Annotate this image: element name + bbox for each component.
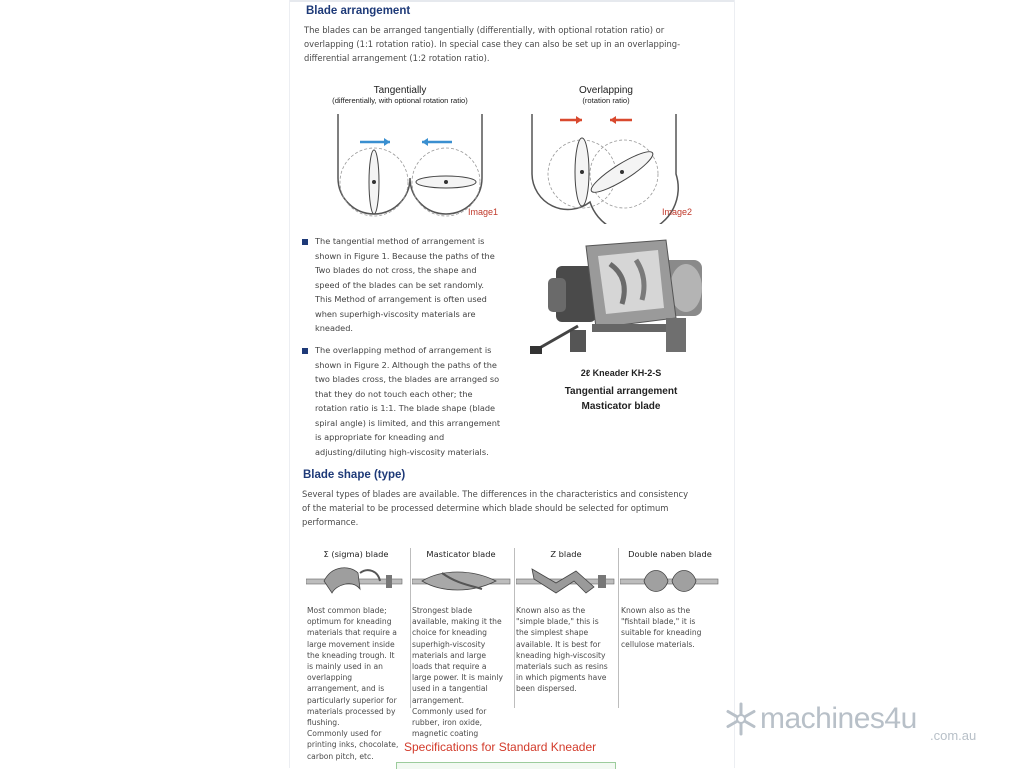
figure-2-title: Overlapping [579, 85, 633, 96]
figure-2-title-block [546, 85, 666, 105]
bullet-line: Two blades do not cross, the shape and [315, 265, 477, 275]
sigma-blade-image [306, 563, 406, 599]
sigma-blade-description [307, 605, 407, 762]
blade-type-masticator-title: Masticator blade [426, 549, 496, 559]
double-naben-blade-description [621, 605, 721, 650]
desc-line: materials that require a [307, 628, 397, 638]
watermark-suffix: .com.au [930, 728, 977, 743]
desc-line: magnetic coating [412, 729, 479, 739]
bullet-line: The overlapping method of arrangement is [315, 345, 492, 355]
specifications-heading: Specifications for Standard Kneader [404, 740, 597, 754]
desc-line: available, making it the [412, 617, 502, 627]
intro-line: Several types of blades are available. The differences in the characteristics and consistency [302, 489, 689, 499]
document-page [290, 0, 734, 768]
bullet-line: This Method of arrangement is often used [315, 294, 487, 304]
bullet-line: that they do not touch each other; the [315, 388, 473, 399]
z-blade-image [516, 563, 616, 599]
desc-line: kneading high-viscosity [516, 650, 606, 660]
bullet-line: shown in Figure 1. Because the paths of the [315, 250, 495, 261]
bullet-line: adjusting/diluting high-viscosity materials. [315, 446, 489, 457]
desc-line: Commonly used for [307, 729, 382, 739]
desc-line: available. It is best for [516, 639, 601, 649]
desc-line: used in a tangential [412, 684, 488, 694]
desc-line: materials processed by [307, 706, 396, 716]
desc-line: Known also as the [516, 606, 586, 615]
desc-line: the kneading trough. It [307, 650, 395, 660]
desc-line: Most common blade; [307, 606, 387, 615]
kneader-machine-photo [526, 238, 714, 356]
bullet-marker [302, 239, 308, 245]
desc-line: arrangement. [412, 695, 464, 705]
desc-line: choice for kneading [412, 628, 487, 638]
photo-caption-line1: Tangential arrangement [564, 386, 678, 397]
desc-line: been dispersed. [516, 684, 577, 694]
bullet-marker [302, 348, 308, 354]
desc-line: printing inks, chocolate, [307, 740, 399, 750]
desc-line: overlapping [307, 673, 353, 683]
photo-caption-line2: Masticator blade [581, 401, 661, 412]
section-heading-blade-shape: Blade shape (type) [303, 469, 406, 481]
bullet-line: two blades cross, the blades are arranged so [315, 374, 500, 384]
blade-type-z-title: Z blade [550, 549, 582, 559]
desc-line: "fishtail blade," it is [621, 617, 696, 627]
desc-line: rubber, iron oxide, [412, 718, 483, 728]
machines4u-watermark [722, 700, 992, 744]
intro-line: performance. [302, 517, 359, 527]
watermark-brand: machines4u [760, 702, 917, 735]
desc-line: large power. It is mainly [412, 673, 503, 683]
desc-line: flushing. [307, 718, 340, 728]
figure-2-subtitle: (rotation ratio) [582, 96, 630, 105]
desc-line: superhigh-viscosity [412, 639, 486, 649]
column-divider [618, 548, 619, 708]
bullet-line: is appropriate for kneading and [315, 432, 445, 442]
desc-line: in which pigments have [516, 673, 607, 683]
bullet-line: when superhigh-viscosity materials are [315, 308, 476, 319]
z-blade-description [516, 605, 616, 695]
double-naben-blade-image [620, 563, 720, 599]
desc-line: the simplest shape [516, 628, 589, 638]
desc-line: loads that require a [412, 662, 487, 672]
desc-line: materials such as resins [516, 662, 608, 672]
desc-line: arrangement, and is [307, 684, 385, 694]
intro-line: of the material to be processed determine which blade should be selected for optimum [302, 503, 669, 513]
bullet-line: spiral angle) is limited, and this arrangement [315, 417, 501, 428]
blade-type-double-naben-title: Double naben blade [628, 549, 712, 559]
figure-1-label: Image1 [468, 207, 499, 217]
desc-line: cellulose materials. [621, 639, 695, 649]
snowflake-logo-icon [724, 702, 758, 736]
blade-shape-intro [302, 487, 730, 529]
figure-2-label: Image2 [662, 207, 693, 217]
blade-arrangement-intro [304, 23, 729, 65]
section-heading-blade-arrangement: Blade arrangement [306, 5, 411, 17]
bullet-line: speed of the blades can be set randomly. [315, 279, 485, 290]
desc-line: "simple blade," this is [516, 617, 599, 627]
desc-line: suitable for kneading [621, 628, 702, 638]
desc-line: carbon pitch, etc. [307, 751, 374, 761]
figure-1-title-block [320, 85, 480, 105]
masticator-blade-image [412, 563, 512, 599]
intro-line: differential arrangement (1:2 rotation ratio). [304, 53, 490, 63]
desc-line: large movement inside [307, 639, 395, 649]
bullet-line: shown in Figure 2. Although the paths of the [315, 359, 497, 370]
figure-1-title: Tangentially [373, 85, 427, 96]
bullet-line: kneaded. [315, 323, 354, 333]
column-divider [514, 548, 515, 708]
desc-line: Strongest blade [412, 606, 473, 615]
desc-line: optimum for kneading [307, 617, 392, 627]
desc-line: particularly superior for [307, 695, 397, 705]
desc-line: Known also as the [621, 606, 691, 615]
bullet-line: The tangential method of arrangement is [315, 236, 485, 246]
intro-line: The blades can be arranged tangentially (differentially, with optional rotation ratio) or [304, 25, 665, 35]
masticator-blade-description [412, 605, 512, 739]
blade-type-sigma-title: Σ (sigma) blade [323, 549, 389, 559]
intro-line: overlapping (1:1 rotation ratio). In special case they can also be set up in an overlapping- [304, 39, 681, 49]
desc-line: Commonly used for [412, 706, 487, 716]
photo-caption-model: 2ℓ Kneader KH-2-S [580, 368, 662, 378]
figure-1-subtitle: (differentially, with optional rotation ratio) [332, 96, 468, 105]
bullet-line: rotation ratio is 1:1. The blade shape (blade [315, 403, 496, 413]
bullet-tangential [315, 234, 520, 336]
desc-line: is mainly used in an [307, 662, 383, 672]
photo-caption [536, 366, 706, 414]
bullet-overlapping [315, 343, 520, 459]
desc-line: materials and large [412, 650, 487, 660]
column-divider [410, 548, 411, 708]
